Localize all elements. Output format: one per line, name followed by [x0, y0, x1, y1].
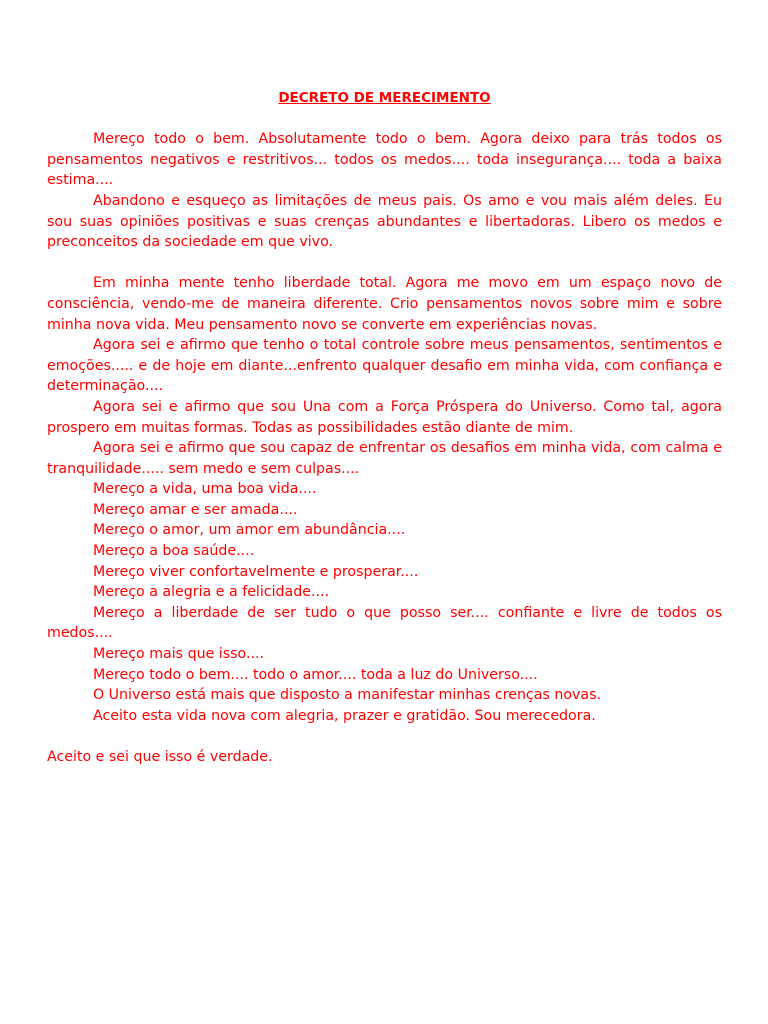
- affirmation-line: Aceito esta vida nova com alegria, prazer e gratidão. Sou merecedora.: [93, 707, 596, 724]
- document-page: [47, 88, 722, 768]
- closing-line: Aceito e sei que isso é verdade.: [47, 749, 273, 765]
- paragraph-3: Em minha mente tenho liberdade total. Agora me movo em um espaço novo de consciência, vendo-me de maneira diferente. Crio pensamentos novos sobre mim e sobre minha nova vida. Meu pensamento novo se converte em experiências novas.: [47, 275, 722, 333]
- affirmation-line: Mereço a alegria e a felicidade....: [93, 584, 330, 601]
- paragraph-6: Agora sei e afirmo que sou capaz de enfrentar os desafios em minha vida, com calma e tranquilidade..... sem medo e sem culpas....: [47, 440, 722, 477]
- paragraph-1: Mereço todo o bem. Absolutamente todo o bem. Agora deixo para trás todos os pensamentos negativos e restritivos... todos os medos.... toda insegurança.... toda a baixa estima....: [47, 131, 722, 189]
- affirmation-line: Mereço amar e ser amada....: [93, 501, 298, 518]
- affirmation-line: Mereço a liberdade de ser tudo o que posso ser.... confiante e livre de todos os medos....: [47, 604, 722, 642]
- affirmation-line: Mereço mais que isso....: [93, 646, 264, 663]
- paragraph-4: Agora sei e afirmo que tenho o total controle sobre meus pensamentos, sentimentos e emoções..... e de hoje em diante...enfrento qualquer desafio em minha vida, com confiança e determinação....: [47, 337, 722, 395]
- paragraph-2: Abandono e esqueço as limitações de meus pais. Os amo e vou mais além deles. Eu sou suas opiniões positivas e suas crenças abundantes e libertadoras. Libero os medos e preconceitos da sociedade em que vivo.: [47, 192, 722, 251]
- affirmation-line: Mereço o amor, um amor em abundância....: [93, 522, 406, 539]
- affirmation-line: Mereço todo o bem.... todo o amor.... toda a luz do Universo....: [93, 666, 538, 683]
- paragraph-gap: [47, 253, 722, 274]
- affirmation-line: O Universo está mais que disposto a manifestar minhas crenças novas.: [93, 687, 601, 704]
- paragraph-gap: [47, 726, 722, 747]
- affirmation-line: Mereço a vida, uma boa vida....: [93, 481, 317, 498]
- affirmation-line: Mereço viver confortavelmente e prosperar....: [93, 563, 419, 580]
- paragraph-5: Agora sei e afirmo que sou Una com a Força Próspera do Universo. Como tal, agora prospero em muitas formas. Todas as possibilidades estão diante de mim.: [47, 398, 722, 436]
- document-title: DECRETO DE MERECIMENTO: [278, 90, 491, 106]
- affirmation-line: Mereço a boa saúde....: [93, 543, 255, 560]
